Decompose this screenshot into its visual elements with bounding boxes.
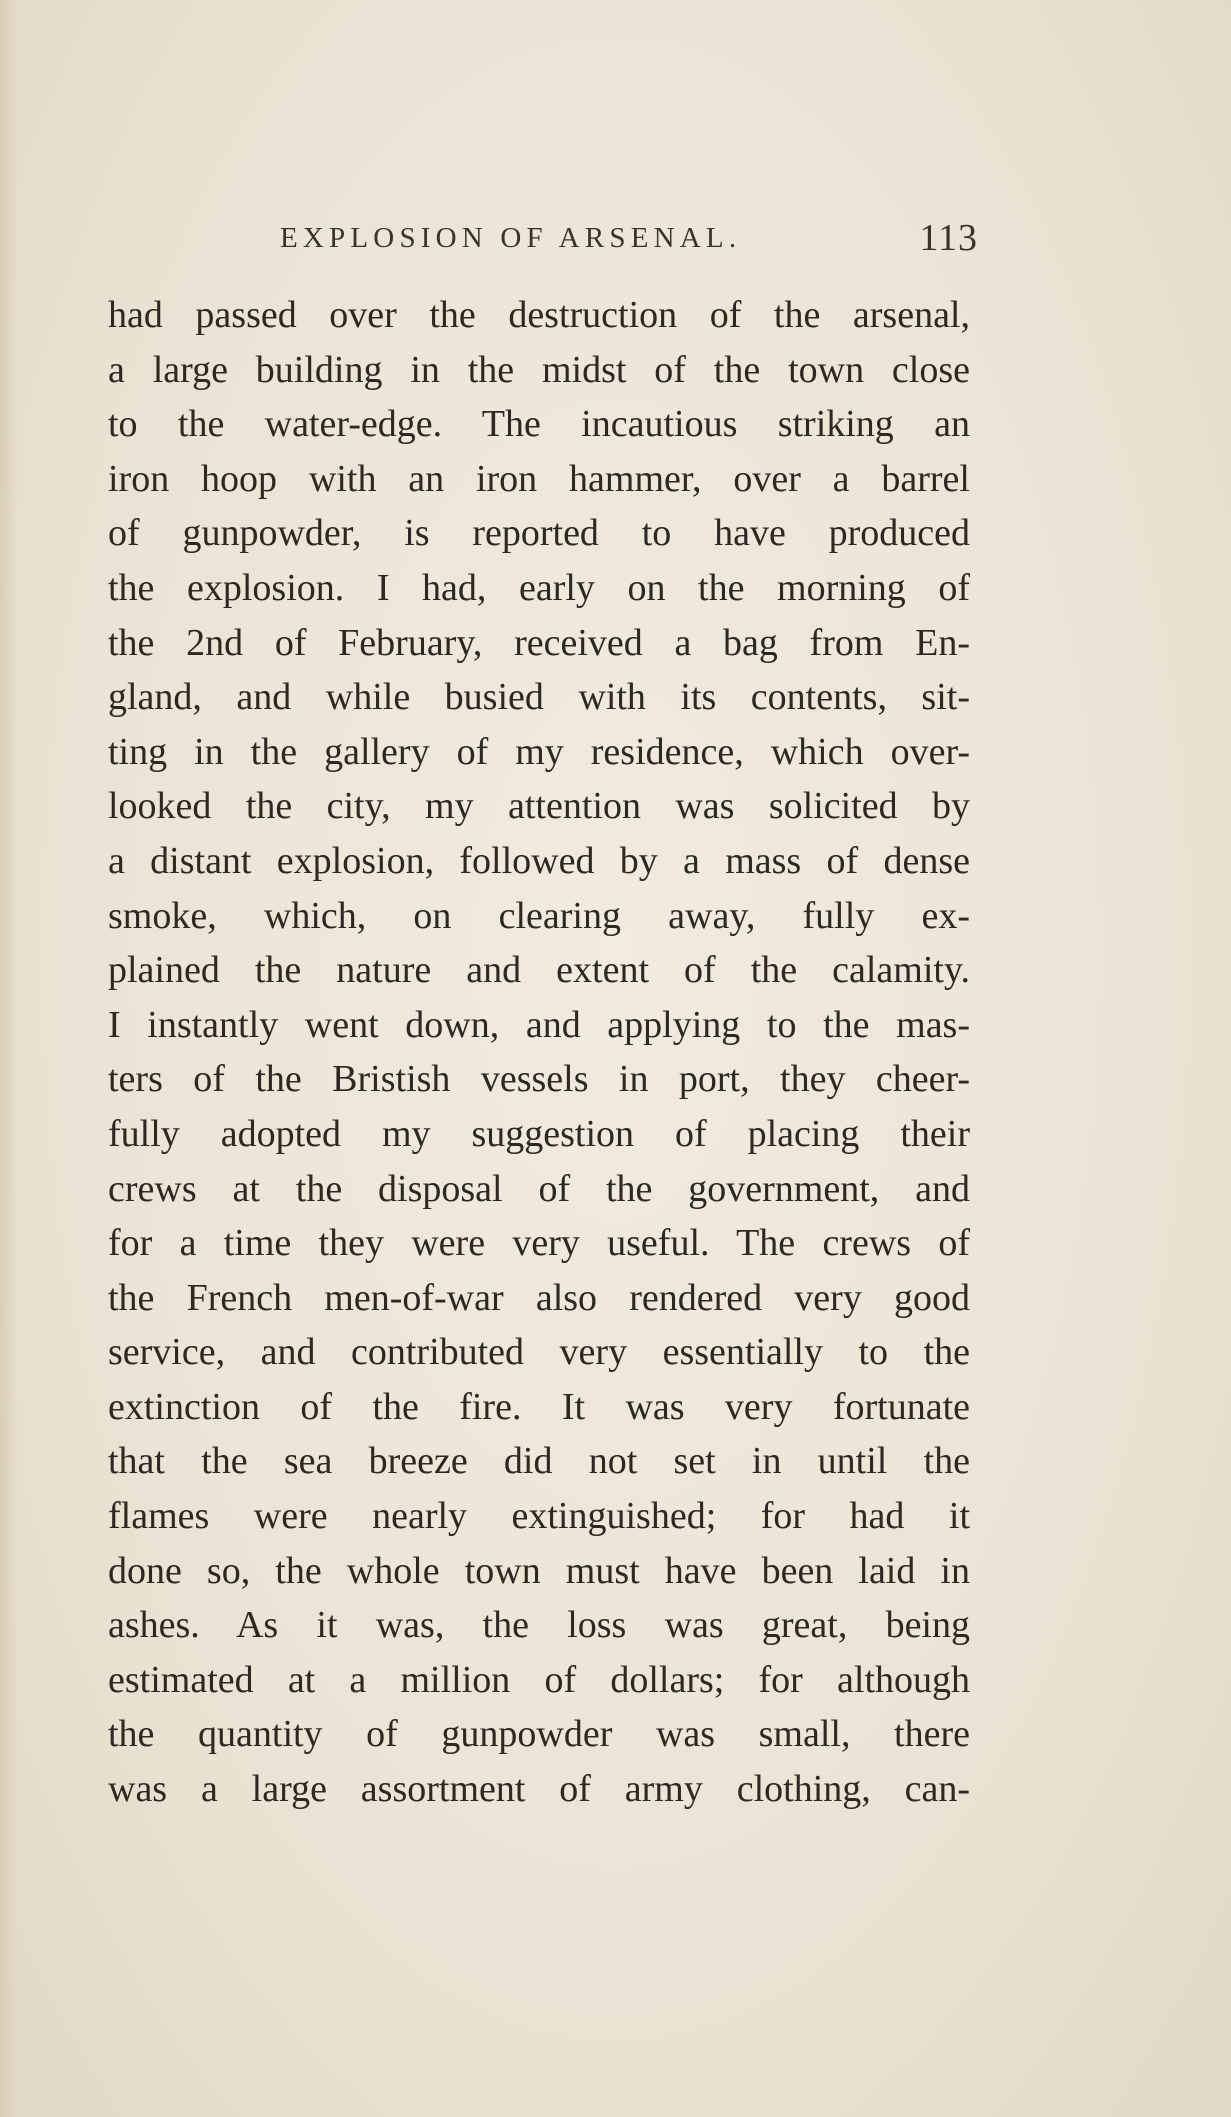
text-line: for a time they were very useful. The crews of [108, 1222, 970, 1265]
page-header [280, 217, 990, 272]
text-line: iron hoop with an iron hammer, over a barrel [108, 457, 970, 500]
text-line: that the sea breeze did not set in until the [108, 1440, 970, 1483]
text-line: had passed over the destruction of the arsenal, [108, 294, 970, 336]
text-line: extinction of the fire. It was very fortunate [108, 1385, 970, 1428]
text-line: the 2nd of February, received a bag from En- [108, 621, 970, 664]
text-line: to the water-edge. The incautious striking an [108, 403, 970, 446]
text-line: gland, and while busied with its contents, sit- [108, 676, 970, 719]
text-line: plained the nature and extent of the calamity. [108, 949, 970, 992]
text-line: service, and contributed very essentially to the [108, 1331, 970, 1374]
page-gutter-shadow [0, 0, 18, 2117]
text-line: I instantly went down, and applying to the mas- [108, 1003, 970, 1046]
text-line: flames were nearly extinguished; for had it [108, 1495, 970, 1538]
text-line: estimated at a million of dollars; for although [108, 1658, 970, 1701]
text-line: looked the city, my attention was solicited by [108, 785, 970, 828]
text-line: a distant explosion, followed by a mass of dense [108, 839, 970, 882]
text-line: a large building in the midst of the town close [108, 348, 970, 391]
text-line: ters of the Bristish vessels in port, they cheer- [108, 1058, 970, 1101]
text-line: done so, the whole town must have been laid in [108, 1549, 970, 1592]
text-line: crews at the disposal of the government, and [108, 1167, 970, 1210]
page-number: 113 [919, 217, 978, 259]
text-line: of gunpowder, is reported to have produced [108, 512, 970, 555]
text-line: fully adopted my suggestion of placing their [108, 1112, 970, 1155]
text-line: the quantity of gunpowder was small, there [108, 1713, 970, 1756]
text-line: ashes. As it was, the loss was great, being [108, 1604, 970, 1647]
text-line: the French men-of-war also rendered very good [108, 1276, 970, 1319]
text-line: smoke, which, on clearing away, fully ex- [108, 894, 970, 937]
text-line: was a large assortment of army clothing, can- [108, 1768, 970, 1811]
text-line: ting in the gallery of my residence, which over- [108, 730, 970, 773]
body-text [108, 288, 970, 1817]
text-line: the explosion. I had, early on the morning of [108, 566, 970, 609]
running-title: EXPLOSION OF ARSENAL. [280, 222, 742, 254]
